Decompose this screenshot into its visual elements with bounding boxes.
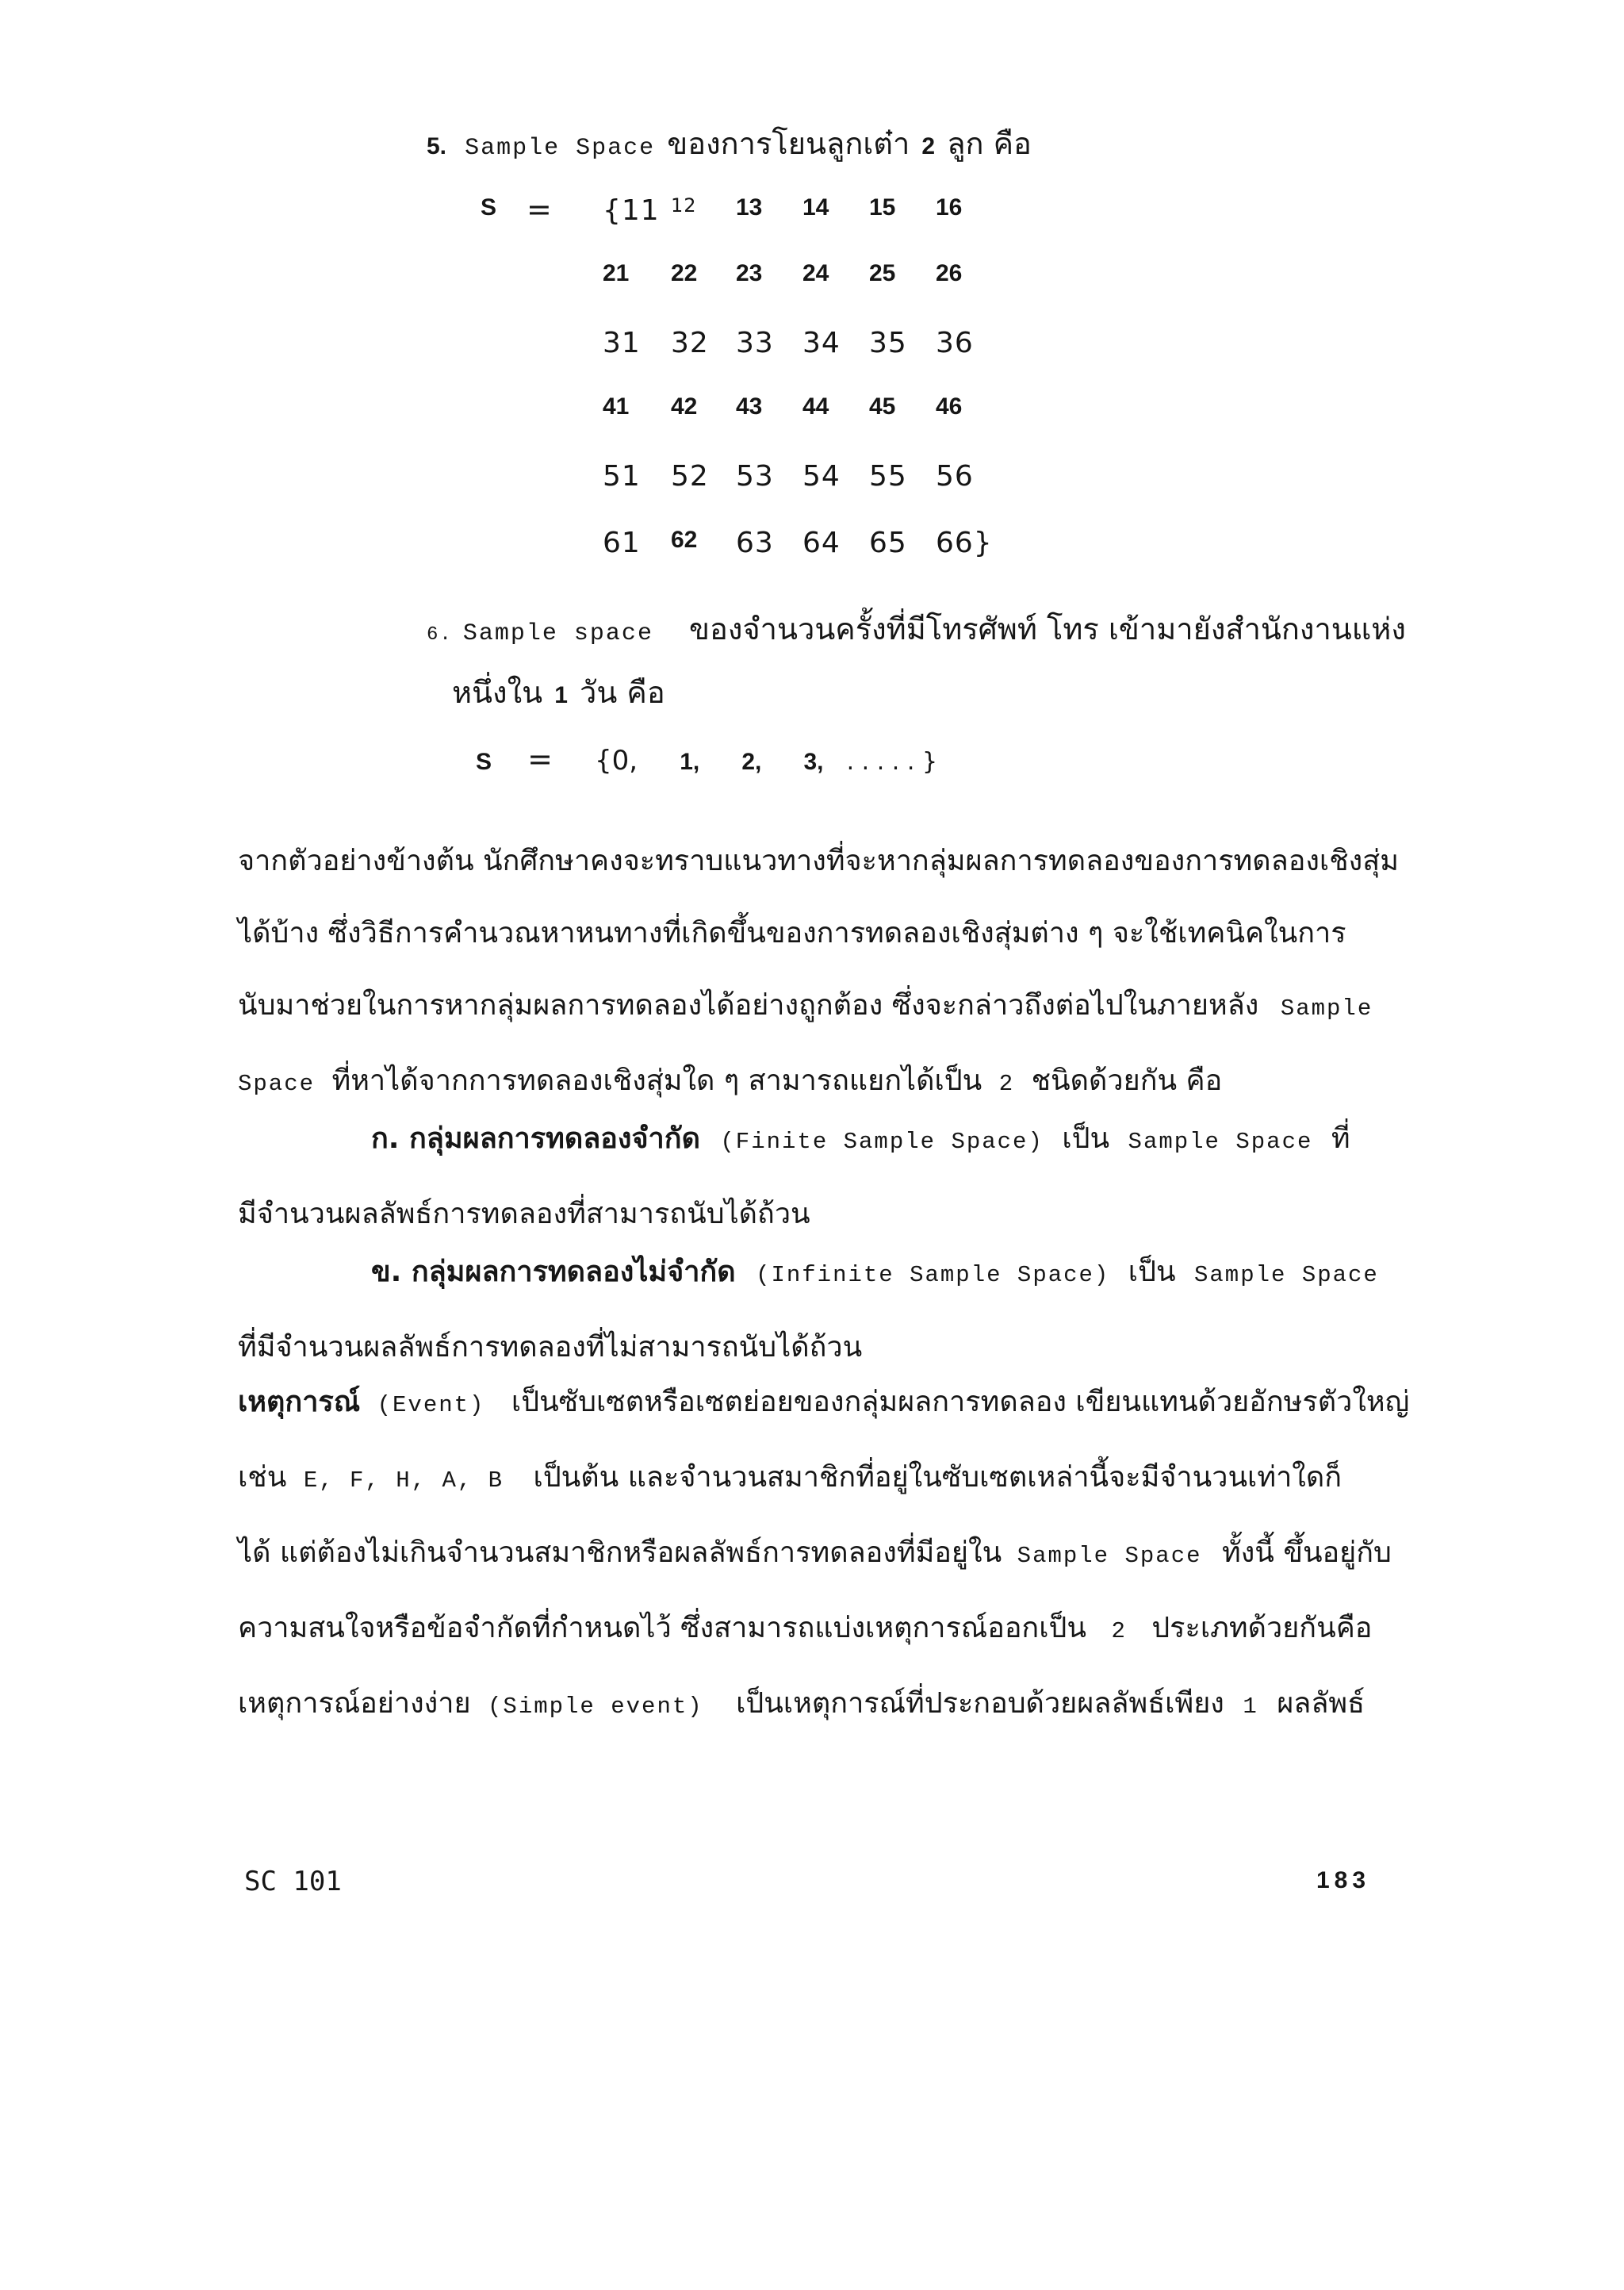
grid-cell: 16 (936, 194, 963, 221)
event-line-2-b: เป็นต้น และจำนวนสมาชิกที่อยู่ในซับเซตเหล่านี้จะมีจำนวนเท่าใดก็ (533, 1461, 1342, 1494)
event-line-1 (238, 1366, 1411, 1441)
grid-cell: 65 (869, 527, 907, 559)
finite-thai2: ที่ (1331, 1122, 1350, 1155)
footer-course-code: SC 101 (244, 1866, 342, 1897)
event-letters: E, F, H, A, B (303, 1467, 504, 1494)
grid-cell: 44 (802, 393, 829, 420)
finite-label: ก. กลุ่มผลการทดลองจำกัด (371, 1122, 700, 1155)
grid-cell: 31 (603, 327, 641, 359)
grid-cell: 12 (671, 194, 697, 217)
grid-cell: 43 (736, 393, 763, 420)
event-line-5-term: (Simple event) (488, 1694, 703, 1720)
finite-line-2: มีจำนวนผลลัพธ์การทดลองที่สามารถนับได้ถ้วน (238, 1198, 810, 1230)
grid-cell: 52 (671, 460, 709, 493)
grid-cell: 42 (671, 393, 698, 420)
finite-line-1 (238, 1103, 1396, 1178)
item5-number: 5. (427, 133, 447, 159)
event-line-4-a: ความสนใจหรือข้อจำกัดที่กำหนดไว้ ซึ่งสามารถแบ่งเหตุการณ์ออกเป็น (238, 1612, 1086, 1644)
grid-cell: 56 (936, 460, 974, 493)
grid-cell: 14 (802, 194, 829, 221)
infinite-definition (238, 1236, 1396, 1383)
event-paragraph (238, 1366, 1411, 1743)
grid-cell: 55 (869, 460, 907, 493)
event-line-5-b: เป็นเหตุการณ์ที่ประกอบด้วยผลลัพธ์เพียง (736, 1687, 1224, 1720)
infinite-line-1 (238, 1236, 1396, 1311)
infinite-term2: Sample Space (1194, 1262, 1379, 1288)
event-line-4-b: ประเภทด้วยกันคือ (1151, 1612, 1373, 1644)
grid-cell: 46 (936, 393, 963, 420)
grid-cell: 34 (802, 327, 841, 359)
item5-equals: = (527, 192, 552, 227)
grid-cell: 41 (603, 393, 630, 420)
item6-term: Sample space (462, 620, 653, 647)
item6-line2-a: หนึ่งใน (452, 675, 543, 710)
grid-cell: 53 (736, 460, 774, 493)
item5-thai2: ลูก คือ (947, 126, 1032, 161)
grid-cell: 62 (671, 527, 698, 553)
event-term: เหตุการณ์ (238, 1386, 361, 1418)
grid-cell: 21 (603, 260, 630, 286)
grid-cell: 45 (869, 393, 896, 420)
intro-line-4-num: 2 (998, 1071, 1015, 1097)
finite-definition (238, 1103, 1396, 1250)
grid-cell: 66} (936, 527, 993, 559)
event-line-5-a: เหตุการณ์อย่างง่าย (238, 1687, 471, 1720)
item6-line2 (452, 668, 665, 716)
grid-cell: 32 (671, 327, 709, 359)
grid-cell: 36 (936, 327, 974, 359)
item5-heading (427, 119, 1032, 167)
item5-count: 2 (921, 133, 936, 159)
item6-set (476, 742, 937, 777)
item6-ellipsis: . . . . . } (846, 748, 938, 776)
grid-cell: 33 (736, 327, 774, 359)
grid-cell: 23 (736, 260, 763, 286)
grid-cell: 63 (736, 527, 774, 559)
event-line-3-a: ได้ แต่ต้องไม่เกินจำนวนสมาชิกหรือผลลัพธ์การทดลองที่มีอยู่ใน (238, 1536, 1002, 1569)
page-number: 183 (1316, 1867, 1371, 1893)
event-line-4-num: 2 (1111, 1618, 1127, 1644)
item6-thai: ของจำนวนครั้งที่มีโทรศัพท์ โทร เข้ามายังสำนักงานแห่ง (689, 612, 1406, 646)
event-line-1-rest: เป็นซับเซตหรือเซตย่อยของกลุ่มผลการทดลอง เขียนแทนด้วยอักษรตัวใหญ่ (511, 1386, 1410, 1418)
event-term-en: (Event) (377, 1392, 485, 1418)
intro-paragraph (238, 825, 1404, 1120)
intro-line-1: จากตัวอย่างข้างต้น นักศึกษาคงจะทราบแนวทางที่จะหากลุ่มผลการทดลองของการทดลองเชิงสุ่ม (238, 845, 1399, 877)
item6-number: 6. (427, 624, 453, 646)
grid-cell: 22 (671, 260, 698, 286)
event-line-2-a: เช่น (238, 1461, 287, 1494)
event-line-4 (238, 1592, 1411, 1667)
intro-line-2: ได้บ้าง ซึ่งวิธีการคำนวณหาหนทางที่เกิดขึ้นของการทดลองเชิงสุ่มต่าง ๆ จะใช้เทคนิคในการ (238, 917, 1346, 949)
infinite-thai: เป็น (1128, 1256, 1176, 1288)
item6-equals: = (527, 742, 553, 777)
event-line-3-term: Sample Space (1017, 1543, 1202, 1569)
intro-line-4-text: ที่หาได้จากการทดลองเชิงสุ่มใด ๆ สามารถแยกได้เป็น (331, 1064, 982, 1097)
grid-cell: 25 (869, 260, 896, 286)
event-line-3 (238, 1517, 1411, 1592)
event-line-5-c: ผลลัพธ์ (1277, 1687, 1365, 1720)
item6-v2: 2, (741, 749, 762, 775)
grid-cell: 64 (802, 527, 841, 559)
item6-v1: 1, (680, 749, 700, 775)
item6-v3: 3, (803, 749, 824, 775)
finite-term: (Finite Sample Space) (720, 1129, 1044, 1155)
item6-heading (427, 604, 1406, 653)
intro-line-3 (238, 969, 1404, 1045)
finite-term2: Sample Space (1128, 1129, 1313, 1155)
event-line-3-b: ทั้งนี้ ขึ้นอยู่กับ (1221, 1536, 1392, 1569)
intro-line-4-term: Space (238, 1071, 316, 1097)
item5-thai: ของการโยนลูกเต๋า (667, 126, 910, 161)
grid-cell: 26 (936, 260, 963, 286)
event-line-2 (238, 1441, 1411, 1517)
item6-set-open: {0, (595, 745, 638, 777)
item6-line2-num: 1 (554, 682, 568, 708)
intro-line-4-end: ชนิดด้วยกัน คือ (1031, 1064, 1223, 1097)
infinite-term: (Infinite Sample Space) (756, 1262, 1110, 1288)
intro-line-3-term: Sample (1280, 995, 1373, 1022)
grid-cell: 54 (802, 460, 841, 493)
grid-cell: 61 (603, 527, 641, 559)
grid-cell: 15 (869, 194, 896, 221)
intro-line-3-text: นับมาช่วยในการหากลุ่มผลการทดลองได้อย่างถูกต้อง ซึ่งจะกล่าวถึงต่อไปในภายหลัง (238, 989, 1259, 1022)
infinite-line-2: ที่มีจำนวนผลลัพธ์การทดลองที่ไม่สามารถนับได้ถ้วน (238, 1331, 863, 1364)
item6-line2-b: วัน คือ (580, 675, 665, 710)
infinite-label: ข. กลุ่มผลการทดลองไม่จำกัด (371, 1256, 736, 1288)
item5-term: Sample Space (465, 135, 656, 162)
grid-cell: 13 (736, 194, 763, 221)
item5-set-label: S (481, 194, 497, 221)
grid-cell: {11 (603, 194, 660, 227)
grid-cell: 24 (802, 260, 829, 286)
grid-cell: 35 (869, 327, 907, 359)
grid-cell: 51 (603, 460, 641, 493)
event-line-5 (238, 1667, 1411, 1743)
finite-thai: เป็น (1062, 1122, 1110, 1155)
event-line-5-num: 1 (1243, 1694, 1258, 1720)
item6-set-label: S (476, 749, 492, 775)
